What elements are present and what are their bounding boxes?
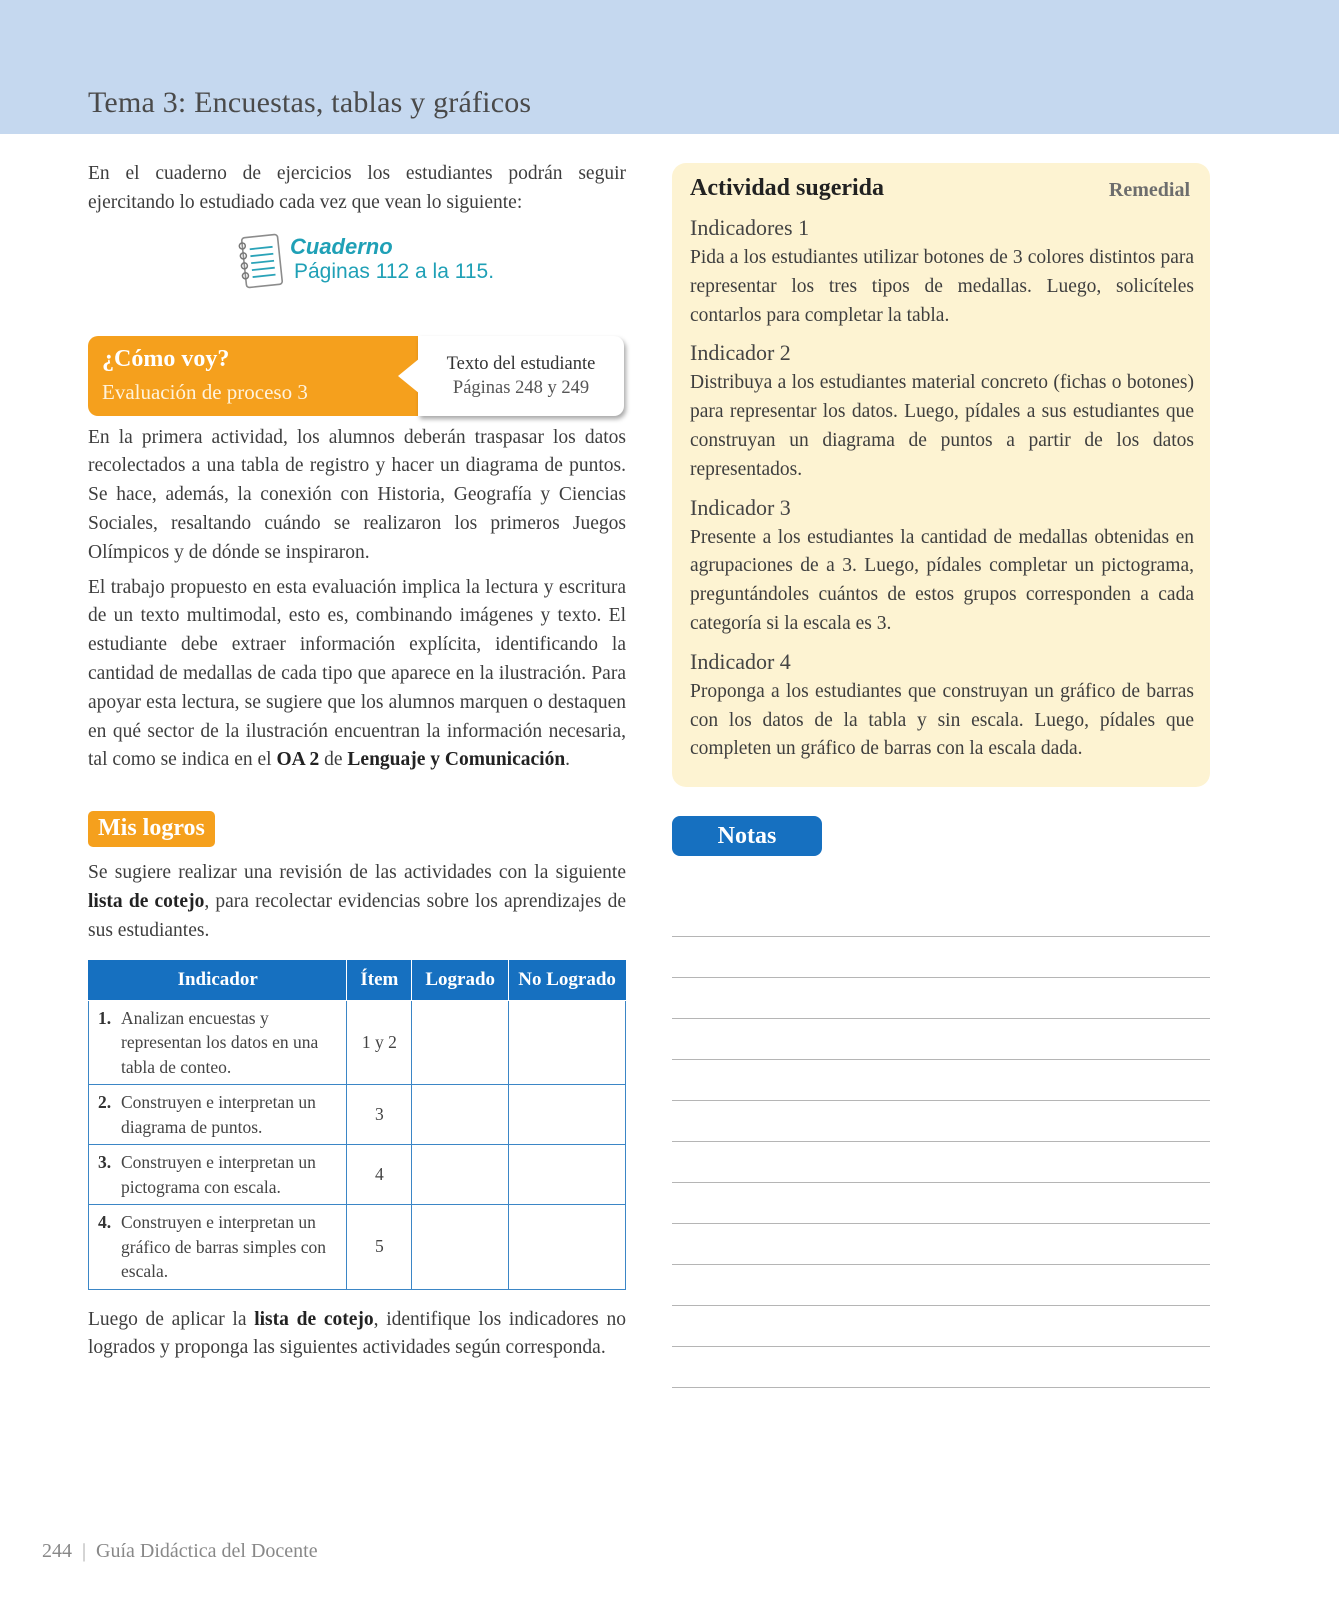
paragraph-text: Luego de aplicar la [88, 1308, 255, 1330]
item-cell: 4 [347, 1145, 412, 1205]
cuaderno-title: Cuaderno [290, 233, 393, 259]
lista-cotejo-table [88, 960, 626, 1290]
notebook-icon [236, 232, 284, 292]
page-title: Tema 3: Encuestas, tablas y gráficos [88, 86, 532, 119]
indicador-text: Distribuya a los estudiantes material concreto (fichas o botones) para representar los datos. Luego, pídales a sus estudiantes que construyan un diagrama de puntos a partir de los datos representados. [690, 372, 1194, 480]
table-header-row [89, 960, 626, 1001]
item-cell: 1 y 2 [347, 1000, 412, 1085]
row-number: 4. [98, 1212, 112, 1233]
notas-label: Notas [672, 816, 822, 856]
indicador-heading: Indicador 4 [690, 648, 791, 674]
row-number: 2. [98, 1092, 112, 1113]
lista-cotejo-label: lista de cotejo [88, 890, 205, 912]
logrado-cell[interactable] [412, 1000, 509, 1085]
como-voy-box [88, 336, 626, 420]
intro-paragraph: En el cuaderno de ejercicios los estudiantes podrán seguir ejercitando lo estudiado cada vez que vean lo siguiente: [88, 163, 626, 213]
page-footer [42, 1540, 318, 1563]
table-row [89, 1085, 626, 1145]
indicador-heading: Indicadores 1 [690, 215, 810, 240]
indicador-heading: Indicador 3 [690, 494, 791, 520]
note-line[interactable] [672, 1223, 1210, 1224]
paragraph-luego [88, 1306, 626, 1364]
paragraph-text: de [319, 749, 348, 771]
cuaderno-pages: Páginas 112 a la 115. [294, 259, 495, 283]
actividad-body [690, 215, 1194, 774]
footer-divider: | [82, 1540, 87, 1562]
page-header [0, 0, 1339, 134]
oa-label: OA 2 [276, 749, 320, 771]
como-voy-title: ¿Cómo voy? [102, 345, 230, 372]
note-line[interactable] [672, 1346, 1210, 1347]
indicador-text: Proponga a los estudiantes que construyan un gráfico de barras con los datos de la tabla y sin escala. Luego, pídales que completen un gráfico de barras con la escala dada. [690, 680, 1194, 760]
paragraph-text: El trabajo propuesto en esta evaluación implica la lectura y escritura de un texto multimodal, esto es, combinando imágenes y texto. El estudiante debe extraer información explícita, identificando la cantidad de medallas de cada tipo que aparece en la ilustración. Para apoyar esta lectura, se sugiere que los alumnos marquen o destaquen en qué sector de la ilustración encuentran la información necesaria, tal como se indica en el [88, 576, 626, 771]
indicador-text: Construyen e interpretan un gráfico de barras simples con escala. [121, 1212, 327, 1282]
subject-label: Lenguaje y Comunicación [347, 749, 566, 771]
texto-estudiante-label: Texto del estudiante [446, 353, 596, 374]
logrado-cell[interactable] [412, 1145, 509, 1205]
texto-estudiante-pages: Páginas 248 y 249 [452, 377, 590, 398]
note-line[interactable] [672, 936, 1210, 937]
note-line[interactable] [672, 1182, 1210, 1183]
paragraph-primera-actividad: En la primera actividad, los alumnos deberán traspasar los datos recolectados a una tabla de registro y hacer un diagrama de puntos. Se hace, además, la conexión con Historia, Geografía y Ciencias Sociales, resaltando cuándo se realizaron los primeros Juegos Olímpicos y de dónde se inspiraron. [88, 426, 626, 563]
left-column [88, 160, 626, 1363]
note-line[interactable] [672, 1305, 1210, 1306]
paragraph-text: , identifique los indicadores no logrados y proponga las siguientes actividades según corresponda. [88, 1308, 626, 1359]
table-row [89, 1145, 626, 1205]
item-cell: 3 [347, 1085, 412, 1145]
cuaderno-reference [88, 226, 626, 306]
logrado-cell[interactable] [412, 1085, 509, 1145]
note-line[interactable] [672, 1018, 1210, 1019]
paragraph-revision [88, 859, 626, 945]
page-number: 244 [42, 1540, 72, 1562]
mis-logros-badge: Mis logros [88, 811, 215, 847]
header-logrado: Logrado [412, 960, 509, 1001]
logrado-cell[interactable] [412, 1205, 509, 1290]
note-line[interactable] [672, 1264, 1210, 1265]
note-line[interactable] [672, 1100, 1210, 1101]
paragraph-text: Se sugiere realizar una revisión de las actividades con la siguiente [88, 862, 626, 884]
no-logrado-cell[interactable] [509, 1000, 626, 1085]
table-row [89, 1205, 626, 1290]
lista-cotejo-label: lista de cotejo [254, 1308, 374, 1330]
note-line[interactable] [672, 1141, 1210, 1142]
como-voy-subtitle: Evaluación de proceso 3 [102, 379, 308, 404]
item-cell: 5 [347, 1205, 412, 1290]
actividad-title: Actividad sugerida [690, 175, 885, 201]
header-indicador: Indicador [89, 960, 347, 1001]
footer-title: Guía Didáctica del Docente [96, 1540, 318, 1562]
actividad-sugerida-box [672, 163, 1210, 787]
indicador-cell [89, 1145, 347, 1205]
header-item: Ítem [347, 960, 412, 1001]
no-logrado-cell[interactable] [509, 1205, 626, 1290]
table-row [89, 1000, 626, 1085]
texto-estudiante-card [418, 336, 624, 416]
paragraph-trabajo-propuesto [88, 574, 626, 776]
note-line[interactable] [672, 1387, 1210, 1388]
indicador-cell [89, 1085, 347, 1145]
no-logrado-cell[interactable] [509, 1145, 626, 1205]
indicador-text: Pida a los estudiantes utilizar botones de 3 colores distintos para representar los tres tipos de medallas. Luego, solicíteles contarlos para completar la tabla. [690, 247, 1194, 326]
indicador-text: Construyen e interpretan un diagrama de puntos. [121, 1092, 316, 1137]
pointer-arrow [398, 358, 420, 394]
note-line[interactable] [672, 977, 1210, 978]
paragraph-text: , para recolectar evidencias sobre los aprendizajes de sus estudiantes. [88, 890, 626, 941]
row-number: 1. [98, 1007, 112, 1028]
indicador-cell [89, 1205, 347, 1290]
paragraph-text: . [565, 749, 571, 771]
remedial-tag: Remedial [1108, 179, 1190, 201]
header-no-logrado: No Logrado [509, 960, 626, 1001]
indicador-heading: Indicador 2 [690, 340, 791, 366]
no-logrado-cell[interactable] [509, 1085, 626, 1145]
note-line[interactable] [672, 1059, 1210, 1060]
indicador-text: Construyen e interpretan un pictograma con escala. [121, 1152, 316, 1197]
indicador-text: Presente a los estudiantes la cantidad de medallas obtenidas en agrupaciones de a 3. Luego, pídales completar un pictograma, preguntándoles cuántos de estos grupos corresponden a cada categoría si la escala es 3. [690, 526, 1194, 634]
indicador-cell [89, 1000, 347, 1085]
row-number: 3. [98, 1152, 112, 1173]
indicador-text: Analizan encuestas y representan los datos en una tabla de conteo. [121, 1007, 319, 1077]
